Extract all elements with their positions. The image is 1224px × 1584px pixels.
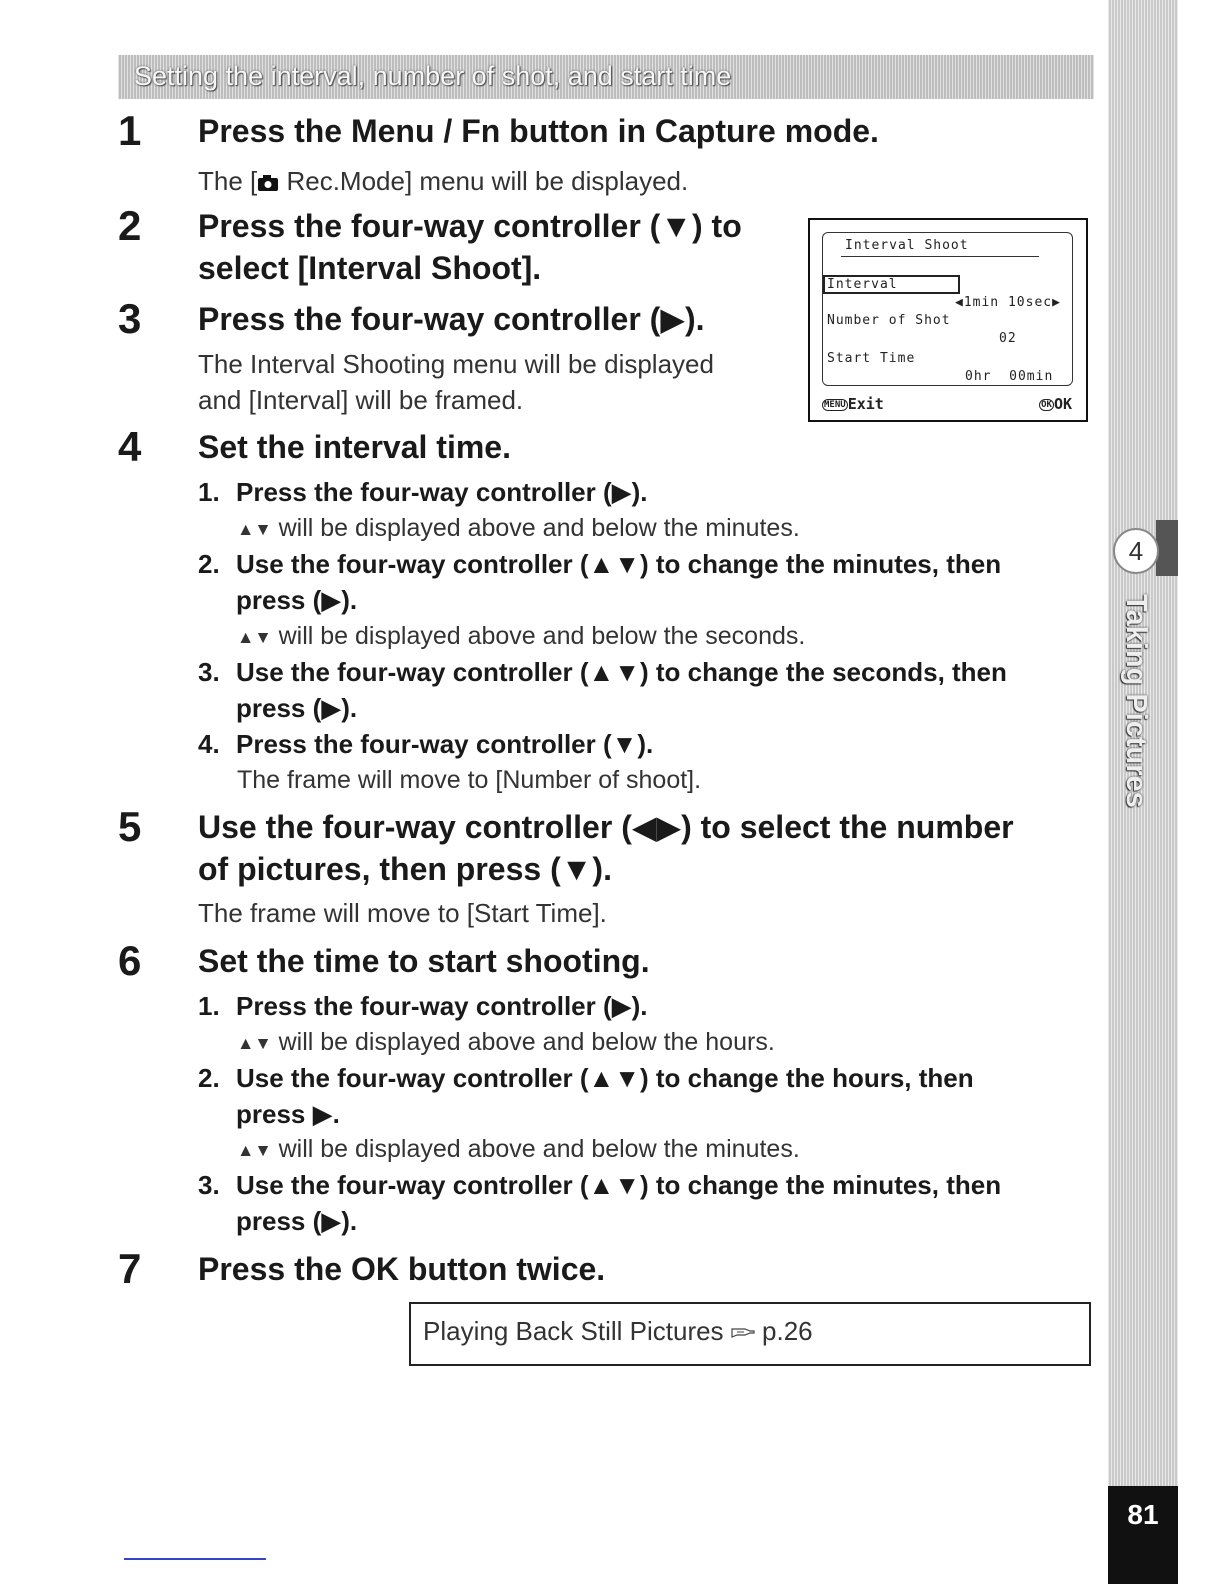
- step-text: The frame will move to [Start Time].: [198, 898, 607, 928]
- substep: 3. Use the four-way controller (▲▼) to change the minutes, then press (▶).: [198, 1170, 1002, 1236]
- lcd-screen-illustration: [808, 218, 1088, 422]
- right-arrow-icon: ▶: [1052, 295, 1061, 310]
- page-number: 81: [1108, 1486, 1178, 1584]
- chapter-number[interactable]: 4: [1113, 528, 1159, 574]
- substep: 1. Press the four-way controller (▶).: [198, 477, 648, 507]
- substep-note: ▲▼ will be displayed above and below the minutes.: [237, 1131, 800, 1168]
- section-heading: Setting the interval, number of shot, and start time: [134, 61, 732, 91]
- substep-note: ▲▼ will be displayed above and below the minutes.: [237, 510, 800, 547]
- lcd-interval-label: Interval: [823, 275, 960, 294]
- chapter-title: Taking Pictures: [1120, 594, 1152, 808]
- up-down-arrows-icon: ▲▼: [237, 519, 272, 539]
- cross-reference-link[interactable]: Playing Back Still Pictures p.26: [423, 1316, 813, 1346]
- cross-reference-box: [409, 1302, 1091, 1366]
- menu-button-icon: MENU: [824, 400, 846, 410]
- step-title: Set the time to start shooting.: [198, 943, 650, 979]
- section-heading-banner: [118, 55, 1094, 99]
- lcd-number-label: Number of Shot: [827, 313, 951, 328]
- footer-rule: [124, 1558, 266, 1560]
- step-title: Press the OK button twice.: [198, 1251, 606, 1287]
- step-title: Set the interval time.: [198, 429, 511, 465]
- step-number: 7: [118, 1245, 142, 1292]
- step-number: 2: [118, 202, 142, 249]
- lcd-interval-value: ◀1min 10sec▶: [955, 295, 1061, 310]
- up-down-arrows-icon: ▲▼: [237, 1033, 272, 1053]
- substep: 4. Press the four-way controller (▼).: [198, 729, 654, 759]
- step-number: 6: [118, 937, 142, 984]
- step-title: Press the four-way controller (▼) to select [Interval Shoot].: [198, 208, 742, 286]
- step-text: The Interval Shooting menu will be displayed and [Interval] will be framed.: [198, 349, 714, 415]
- lcd-ok-label: OK: [1053, 395, 1072, 413]
- lcd-start-label: Start Time: [827, 351, 916, 366]
- lcd-bottom-bar: [822, 395, 1072, 413]
- step-title: Use the four-way controller (◀▶) to select the number of pictures, then press (▼).: [198, 809, 1014, 887]
- ok-button-icon: OK: [1041, 400, 1052, 410]
- substep-note: ▲▼ will be displayed above and below the hours.: [237, 1024, 775, 1061]
- lcd-start-value: 0hr 00min: [965, 369, 1054, 384]
- camera-icon: [257, 174, 279, 192]
- chapter-tab-marker: [1156, 520, 1178, 576]
- step-text: The [ Rec.Mode] menu will be displayed.: [198, 166, 689, 196]
- pointing-hand-icon: [731, 1325, 755, 1339]
- lcd-exit-label: Exit: [847, 395, 884, 413]
- step-number: 1: [118, 107, 142, 154]
- lcd-tab-title: Interval Shoot: [841, 237, 1039, 257]
- lcd-menu-frame: [822, 232, 1073, 386]
- substep: 3. Use the four-way controller (▲▼) to change the seconds, then press (▶).: [198, 657, 1007, 723]
- left-arrow-icon: ◀: [955, 295, 964, 310]
- up-down-arrows-icon: ▲▼: [237, 627, 272, 647]
- step-number: 3: [118, 295, 142, 342]
- up-down-arrows-icon: ▲▼: [237, 1140, 272, 1160]
- substep-note: ▲▼ will be displayed above and below the seconds.: [237, 618, 805, 655]
- step-number: 5: [118, 803, 142, 850]
- substep: 2. Use the four-way controller (▲▼) to change the minutes, then press (▶).: [198, 549, 1002, 615]
- lcd-number-value: 02: [999, 331, 1017, 346]
- step-title: Press the four-way controller (▶).: [198, 301, 705, 337]
- step-number: 4: [118, 423, 142, 470]
- substep: 1. Press the four-way controller (▶).: [198, 991, 648, 1021]
- step-title: Press the Menu / Fn button in Capture mode.: [198, 113, 879, 149]
- lcd-ok: [1039, 395, 1072, 413]
- substep-note: The frame will move to [Number of shoot].: [237, 766, 702, 794]
- substep: 2. Use the four-way controller (▲▼) to change the hours, then press ▶.: [198, 1063, 974, 1129]
